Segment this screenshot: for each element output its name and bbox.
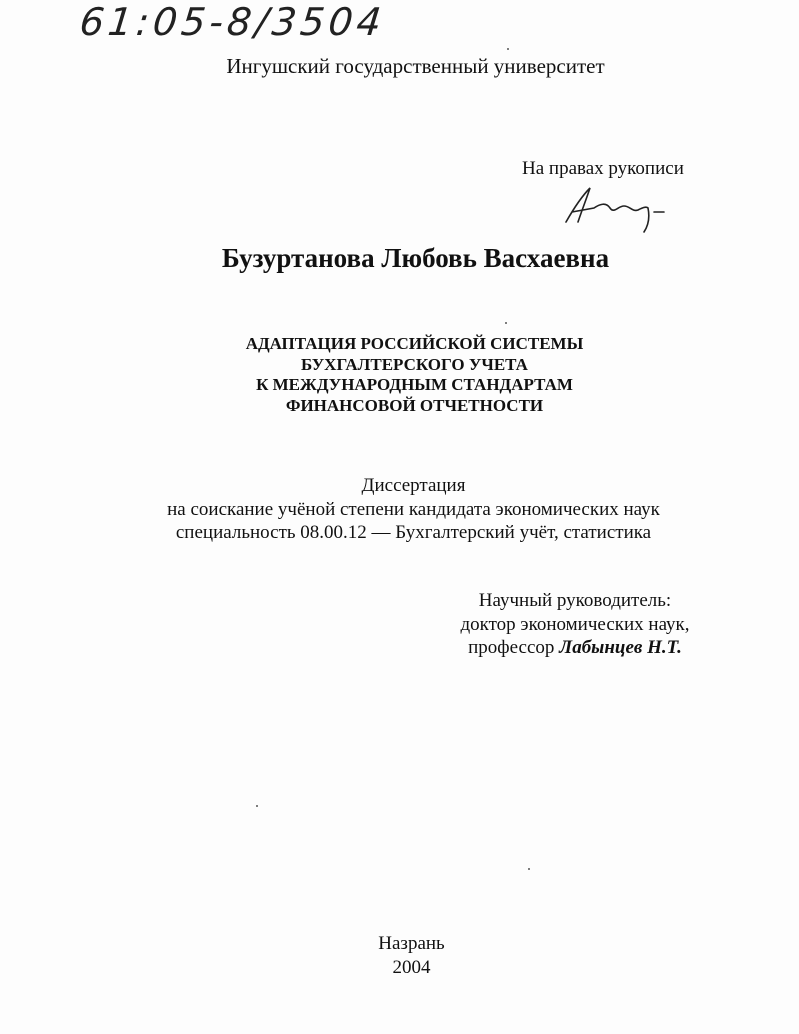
dissertation-type: Диссертация — [361, 475, 466, 496]
scan-speck — [507, 48, 509, 50]
advisor-role: Научный руководитель: — [478, 590, 672, 611]
advisor-degree: доктор экономических наук, — [460, 613, 690, 635]
archive-number-handwritten: 61:05-8/3504 — [77, 0, 388, 44]
advisor-title-line — [440, 636, 710, 660]
title-line: ФИНАНСОВОЙ ОТЧЕТНОСТИ — [285, 395, 544, 415]
manuscript-note: На правах рукописи — [522, 158, 684, 179]
specialty: специальность 08.00.12 — Бухгалтерский учёт, статистика — [175, 522, 652, 543]
author-name: Бузуртанова Любовь Васхаевна — [221, 243, 610, 273]
degree-sought: на соискание учёной степени кандидата экономических наук — [167, 498, 660, 520]
dissertation-title — [15, 334, 799, 416]
university-name: Ингушский государственный университет — [226, 54, 605, 78]
city: Назрань — [378, 933, 445, 954]
scientific-advisor — [440, 589, 710, 660]
scan-speck — [528, 868, 530, 870]
title-line: К МЕЖДУНАРОДНЫМ СТАНДАРТАМ — [256, 375, 573, 394]
scan-speck — [256, 805, 258, 807]
title-line: БУХГАЛТЕРСКОГО УЧЕТА — [301, 354, 528, 374]
year: 2004 — [392, 957, 431, 978]
title-line: АДАПТАЦИЯ РОССИЙСКОЙ СИСТЕМЫ — [245, 334, 584, 353]
advisor-title: профессор — [468, 637, 555, 658]
signature-mark — [560, 178, 670, 234]
scan-speck — [505, 322, 507, 324]
dissertation-description — [14, 474, 799, 545]
advisor-name: Лабынцев Н.Т. — [559, 637, 682, 658]
